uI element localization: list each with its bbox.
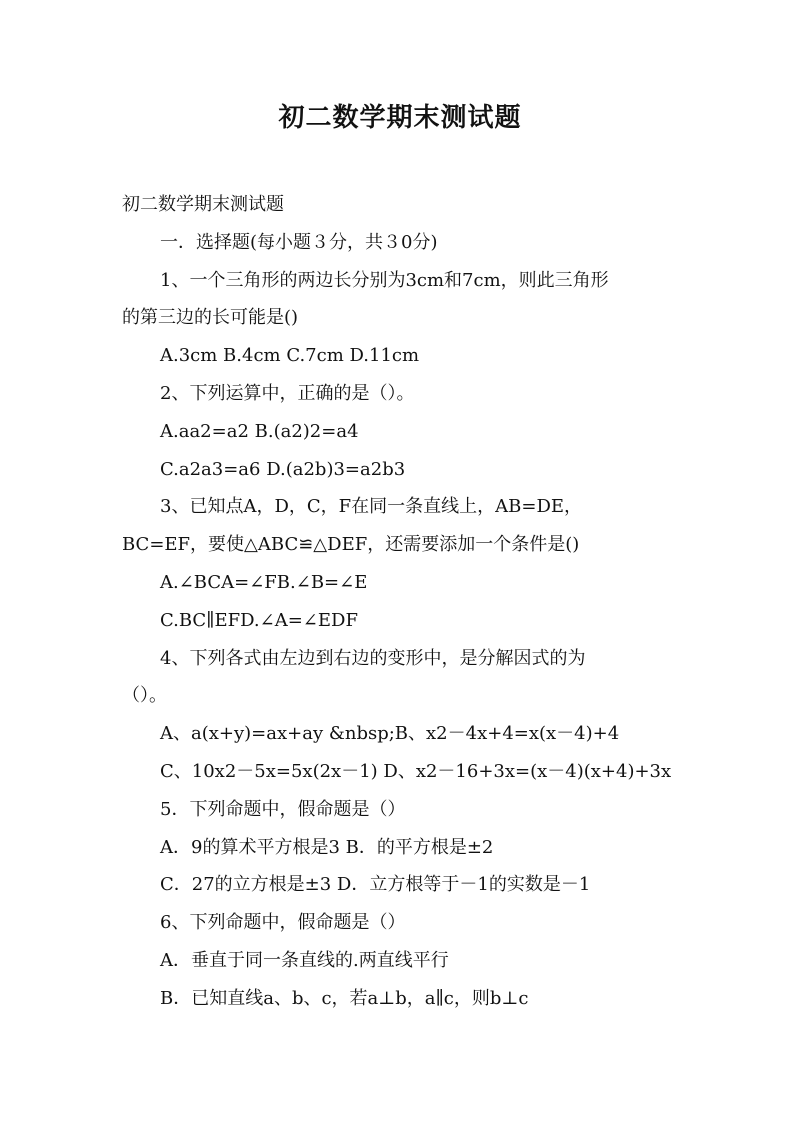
question-5-stem: 5．下列命题中，假命题是（） xyxy=(160,798,406,820)
question-2-options-ab: A.aa2=a2 B.(a2)2=a4 xyxy=(160,420,359,442)
question-4-line-1: 4、下列各式由左边到右边的变形中，是分解因式的为 xyxy=(160,647,586,669)
question-6-option-b: B．已知直线a、b、c，若a⊥b，a∥c，则b⊥c xyxy=(160,987,529,1009)
question-4-options-cd: C、10x2－5x=5x(2x－1) D、x2－16+3x=(x－4)(x+4)+3x xyxy=(160,760,672,782)
document-body xyxy=(122,186,692,1018)
question-1-line-2: 的第三边的长可能是() xyxy=(122,307,299,329)
body-heading: 初二数学期末测试题 xyxy=(122,194,284,215)
question-3-options-ab: A.∠BCA=∠FB.∠B=∠E xyxy=(160,571,368,593)
question-4-options-ab: A、a(x+y)=ax+ay &nbsp;B、x2－4x+4=x(x－4)+4 xyxy=(160,723,620,745)
document-title: 初二数学期末测试题 xyxy=(278,103,522,133)
question-5-options-cd: C．27的立方根是±3 D．立方根等于－1的实数是－1 xyxy=(160,874,591,896)
section-heading-choice: 一．选择题(每小题３分，共３0分) xyxy=(160,231,438,253)
question-3-options-cd: C.BC∥EFD.∠A=∠EDF xyxy=(160,609,358,631)
question-3-line-1: 3、已知点A，D，C，F在同一条直线上，AB=DE， xyxy=(160,496,583,518)
question-6-stem: 6、下列命题中，假命题是（） xyxy=(160,912,406,934)
question-1-line-1: 1、一个三角形的两边长分别为3cm和7cm，则此三角形 xyxy=(160,269,609,291)
question-2-stem: 2、下列运算中，正确的是（）。 xyxy=(160,382,415,404)
question-5-options-ab: A．9的算术平方根是3 B．的平方根是±2 xyxy=(160,836,494,858)
question-2-options-cd: C.a2a3=a6 D.(a2b)3=a2b3 xyxy=(160,458,406,480)
question-1-options: A.3cm B.4cm C.7cm D.11cm xyxy=(160,345,420,367)
question-3-line-2: BC=EF，要使△ABC≌△DEF，还需要添加一个条件是() xyxy=(122,534,580,556)
question-6-option-a: A．垂直于同一条直线的.两直线平行 xyxy=(160,949,449,971)
question-4-line-2: （）。 xyxy=(122,685,167,707)
